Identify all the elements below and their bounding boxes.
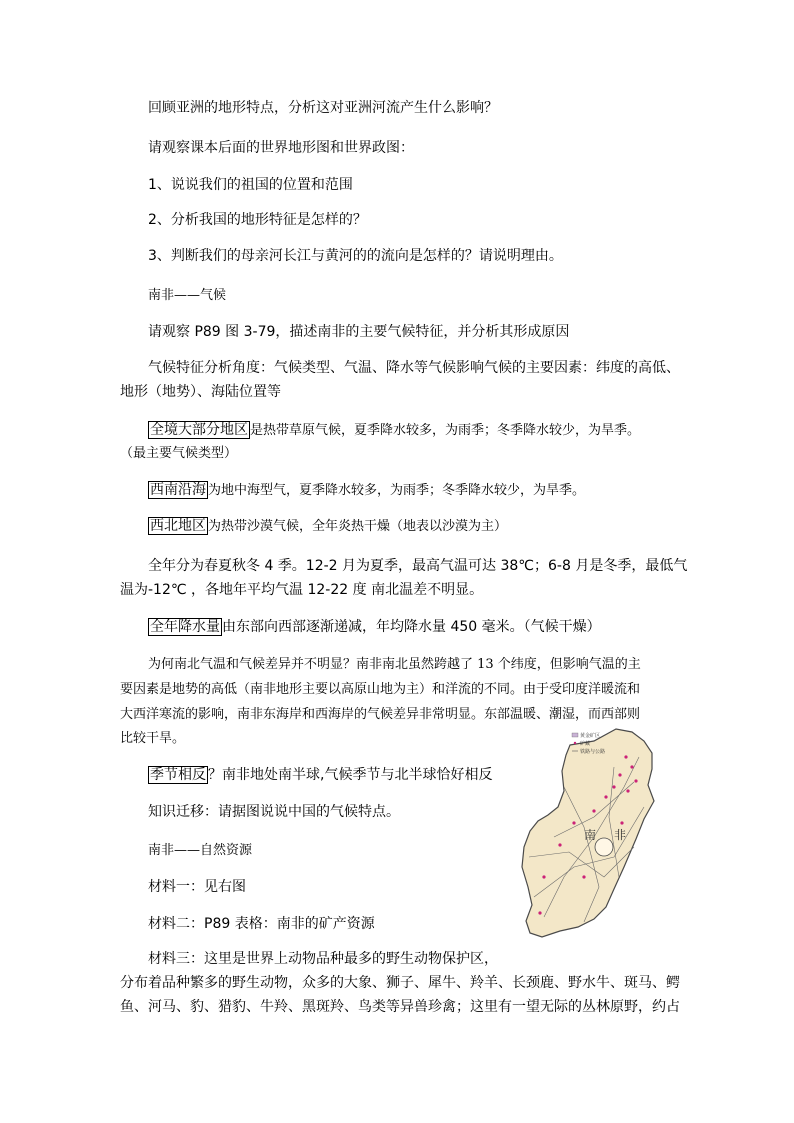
material-3-line1: 材料三：这里是世界上动物品种最多的野生动物保护区， xyxy=(148,951,498,967)
map-label-nan: 南 xyxy=(584,828,597,842)
seasons-line2: 温为-12℃ ，各地年平均气温 12-22 度 南北温差不明显。 xyxy=(120,582,484,598)
keyword-box: 全境大部分地区 xyxy=(150,422,248,438)
task-3: 3、判断我们的母亲河长江与黄河的的流向是怎样的？请说明理由。 xyxy=(148,248,563,264)
legend-swatch-gold xyxy=(572,733,578,737)
section-heading-climate: 南非——气候 xyxy=(148,288,227,303)
explanation-line1: 为何南北气温和气候差异并不明显？南非南北虽然跨越了 13 个纬度，但影响气温的主 xyxy=(148,657,641,672)
explanation-line4: 比较干旱。 xyxy=(120,731,186,746)
legend-swatch-mine xyxy=(574,742,576,744)
climate-savanna-line1 xyxy=(148,420,640,441)
task-1: 1、说说我们的祖国的位置和范围 xyxy=(148,177,353,193)
climate-desert-text: 为热带沙漠气候，全年炎热干燥（地表以沙漠为主） xyxy=(208,519,508,534)
seasons-line1: 全年分为春夏秋冬 4 季。12-2 月为夏季，最高气温可达 38℃；6-8 月是冬季，最低气 xyxy=(148,558,688,574)
material-2: 材料二：P89 表格：南非的矿产资源 xyxy=(148,916,375,932)
knowledge-transfer: 知识迁移：请据图说说中国的气候特点。 xyxy=(148,804,400,820)
climate-savanna-text: 是热带草原气候，夏季降水较多，为雨季；冬季降水较少，为旱季。 xyxy=(250,423,641,438)
seasons-reversed xyxy=(148,765,492,785)
instruction-observe-maps: 请观察课本后面的世界地形图和世界政图： xyxy=(148,140,414,156)
climate-analysis-line1: 气候特征分析角度：气候类型、气温、降水等气候影响气候的主要因素：纬度的高低、 xyxy=(148,360,680,376)
keyword-box: 全年降水量 xyxy=(150,619,220,635)
climate-analysis-line2: 地形（地势）、海陆位置等 xyxy=(120,384,281,400)
map-label-fei: 非 xyxy=(614,828,627,842)
climate-desert xyxy=(148,516,507,537)
climate-mediterranean xyxy=(148,480,585,501)
legend-gold: 黄金矿区 xyxy=(580,733,601,739)
material-3-line2: 分布着品种繁多的野生动物，众多的大象、狮子、犀牛、羚羊、长颈鹿、野水牛、斑马、鳄 xyxy=(120,975,680,991)
explanation-line3: 大西洋寒流的影响，南非东海岸和西海岸的气候差异非常明显。东部温暖、潮湿，而西部则 xyxy=(120,707,641,722)
legend-route: 铁路与公路 xyxy=(580,749,606,755)
precipitation-text: 由东部向西部逐渐递减，年均降水量 450 毫米。（气候干燥） xyxy=(222,619,601,635)
legend-mine: 矿藏 xyxy=(580,741,591,747)
map-svg xyxy=(514,727,657,942)
material-1: 材料一：见右图 xyxy=(148,879,246,895)
keyword-box: 季节相反 xyxy=(150,767,206,783)
south-africa-resource-map xyxy=(514,727,657,942)
question-asia-rivers: 回顾亚洲的地形特点，分析这对亚洲河流产生什么影响？ xyxy=(148,100,498,116)
climate-mediterranean-text: 为地中海型气，夏季降水较多，为雨季；冬季降水较少，为旱季。 xyxy=(208,483,586,498)
section-heading-resources: 南非——自然资源 xyxy=(148,843,253,858)
keyword-box: 西南沿海 xyxy=(150,482,206,498)
material-3-line3: 鱼、河马、豹、猎豹、牛羚、黑斑羚、鸟类等异兽珍禽；这里有一望无际的丛林原野，约占 xyxy=(120,999,680,1015)
climate-savanna-line2: （最主要气候类型） xyxy=(120,446,238,461)
climate-question: 请观察 P89 图 3-79，描述南非的主要气候特征，并分析其形成原因 xyxy=(148,324,570,340)
map-enclave xyxy=(595,838,613,856)
task-2: 2、分析我国的地形特征是怎样的？ xyxy=(148,212,367,228)
seasons-reversed-text: ？南非地处南半球,气候季节与北半球恰好相反 xyxy=(208,767,493,783)
precipitation xyxy=(148,617,601,637)
keyword-box: 西北地区 xyxy=(150,518,206,534)
explanation-line2: 要因素是地势的高低（南非地形主要以高原山地为主）和洋流的不同。由于受印度洋暖流和 xyxy=(120,682,641,697)
